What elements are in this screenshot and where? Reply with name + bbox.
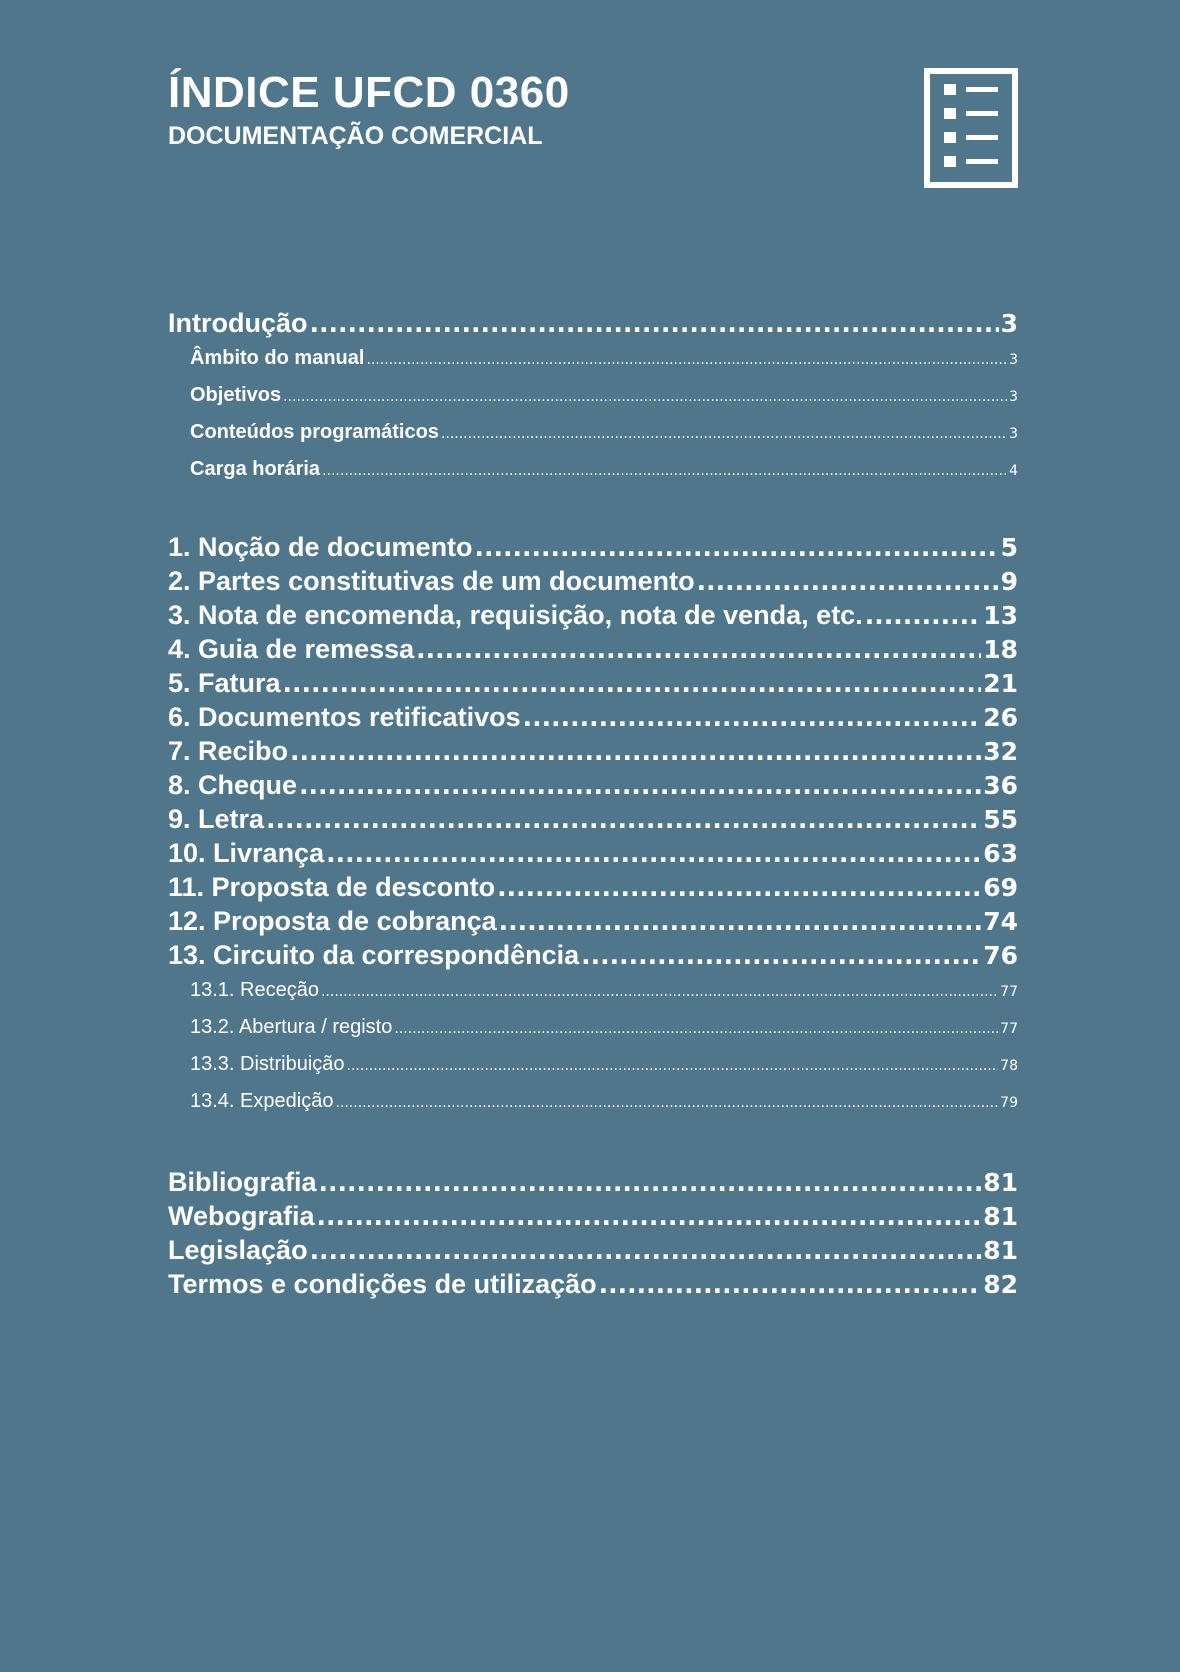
toc-leader	[475, 531, 999, 565]
toc-label: 5. Fatura	[168, 668, 281, 698]
toc-page-number: 5	[1000, 533, 1018, 562]
toc-page-number: 3	[1009, 352, 1018, 368]
toc-entry[interactable]	[168, 377, 1018, 414]
toc-page-number: 82	[983, 1270, 1018, 1299]
toc-label: 3. Nota de encomenda, requisição, nota de venda, etc.	[168, 600, 863, 630]
toc-entry[interactable]	[168, 414, 1018, 451]
toc-chapter[interactable]	[168, 802, 1018, 836]
toc-end-section[interactable]	[168, 1267, 1018, 1301]
toc-end-section[interactable]	[168, 1199, 1018, 1233]
toc-page-number: 18	[983, 635, 1018, 664]
toc-leader	[310, 307, 999, 341]
toc-leader	[321, 974, 998, 1011]
toc-leader	[319, 1166, 982, 1200]
toc-chapter[interactable]	[168, 870, 1018, 904]
toc-leader	[499, 905, 982, 939]
toc-label: 13. Circuito da correspondência	[168, 940, 580, 970]
toc-page-number: 77	[1000, 984, 1018, 1000]
toc-leader	[299, 769, 981, 803]
toc-label: Âmbito do manual	[190, 347, 365, 369]
toc-end-section[interactable]	[168, 1233, 1018, 1267]
toc-label: 11. Proposta de desconto	[168, 872, 496, 902]
toc-subchapter[interactable]	[168, 1083, 1018, 1120]
toc-leader	[394, 1011, 998, 1048]
toc-page-number: 79	[1000, 1095, 1018, 1111]
toc-chapter[interactable]	[168, 938, 1018, 972]
section-spacer	[168, 488, 1018, 530]
toc-subchapter[interactable]	[168, 1009, 1018, 1046]
toc-chapter[interactable]	[168, 836, 1018, 870]
list-icon	[924, 68, 1018, 188]
toc-leader	[283, 379, 1007, 416]
toc-chapter[interactable]	[168, 598, 1018, 632]
header	[168, 66, 570, 152]
toc-chapter[interactable]	[168, 564, 1018, 598]
toc-leader	[366, 342, 1007, 379]
toc-chapter[interactable]	[168, 700, 1018, 734]
toc-label: 6. Documentos retificativos	[168, 702, 521, 732]
toc-chapter[interactable]	[168, 632, 1018, 666]
toc-label: 9. Letra	[168, 804, 265, 834]
toc-leader	[317, 1200, 982, 1234]
toc-label: Objetivos	[190, 384, 282, 406]
toc-page-number: 81	[983, 1236, 1018, 1265]
toc-page-number: 36	[983, 771, 1018, 800]
toc-page-number: 76	[983, 941, 1018, 970]
toc-leader	[441, 416, 1007, 453]
toc-page-number: 26	[983, 703, 1018, 732]
toc-page-number: 32	[983, 737, 1018, 766]
toc-label: 10. Livrança	[168, 838, 325, 868]
toc-subchapter[interactable]	[168, 1046, 1018, 1083]
toc-entry[interactable]	[168, 451, 1018, 488]
toc-label: 8. Cheque	[168, 770, 298, 800]
toc-page-number: 69	[983, 873, 1018, 902]
toc-label: 13.3. Distribuição	[190, 1053, 345, 1075]
page-title: ÍNDICE UFCD 0360	[168, 68, 570, 117]
toc-page-number: 63	[983, 839, 1018, 868]
toc-chapter[interactable]	[168, 666, 1018, 700]
toc-label: 2. Partes constitutivas de um documento	[168, 566, 695, 596]
page-subtitle: DOCUMENTAÇÃO COMERCIAL	[168, 122, 543, 150]
toc-subchapter[interactable]	[168, 972, 1018, 1009]
toc-label: Termos e condições de utilização	[168, 1269, 597, 1299]
toc-page-number: 77	[1000, 1021, 1018, 1037]
toc-label: 13.4. Expedição	[190, 1090, 334, 1112]
toc-label: Carga horária	[190, 458, 321, 480]
toc-chapter[interactable]	[168, 768, 1018, 802]
toc-page-number: 4	[1009, 463, 1018, 479]
toc-page-number: 55	[983, 805, 1018, 834]
toc-leader	[310, 1234, 982, 1268]
toc-page-number: 13	[983, 601, 1018, 630]
toc-chapter[interactable]	[168, 734, 1018, 768]
toc-leader	[416, 633, 981, 667]
section-spacer	[168, 1120, 1018, 1165]
toc-page-number: 78	[1000, 1058, 1018, 1074]
toc-leader	[335, 1085, 998, 1122]
toc-page-number: 74	[983, 907, 1018, 936]
toc-entry-introducao[interactable]	[168, 306, 1018, 340]
toc-leader	[290, 735, 981, 769]
toc-chapter[interactable]	[168, 904, 1018, 938]
toc-leader	[347, 1048, 999, 1085]
toc-label: 13.1. Receção	[190, 979, 319, 1001]
toc-chapter[interactable]	[168, 530, 1018, 564]
toc-label: 4. Guia de remessa	[168, 634, 415, 664]
toc-label: Introdução	[168, 308, 308, 338]
toc-leader	[326, 837, 981, 871]
toc-page-number: 3	[1009, 389, 1018, 405]
toc-leader	[599, 1268, 982, 1302]
toc-leader	[266, 803, 981, 837]
toc-leader	[497, 871, 981, 905]
table-of-contents	[168, 306, 1018, 1301]
toc-label: 7. Recibo	[168, 736, 289, 766]
toc-leader	[865, 599, 982, 633]
toc-label: 13.2. Abertura / registo	[190, 1016, 393, 1038]
toc-leader	[523, 701, 982, 735]
toc-label: Conteúdos programáticos	[190, 421, 439, 443]
toc-page-number: 81	[983, 1202, 1018, 1231]
toc-page-number: 3	[1009, 426, 1018, 442]
toc-end-section[interactable]	[168, 1165, 1018, 1199]
toc-page-number: 3	[1000, 309, 1018, 338]
toc-entry[interactable]	[168, 340, 1018, 377]
toc-label: Bibliografia	[168, 1167, 317, 1197]
toc-leader	[581, 939, 981, 973]
toc-leader	[697, 565, 999, 599]
toc-page-number: 21	[983, 669, 1018, 698]
toc-leader	[283, 667, 982, 701]
toc-label: 12. Proposta de cobrança	[168, 906, 497, 936]
toc-page-number: 81	[983, 1168, 1018, 1197]
toc-label: Legislação	[168, 1235, 308, 1265]
toc-label: Webografia	[168, 1201, 315, 1231]
toc-label: 1. Noção de documento	[168, 532, 473, 562]
toc-leader	[322, 453, 1007, 490]
toc-page-number: 9	[1000, 567, 1018, 596]
